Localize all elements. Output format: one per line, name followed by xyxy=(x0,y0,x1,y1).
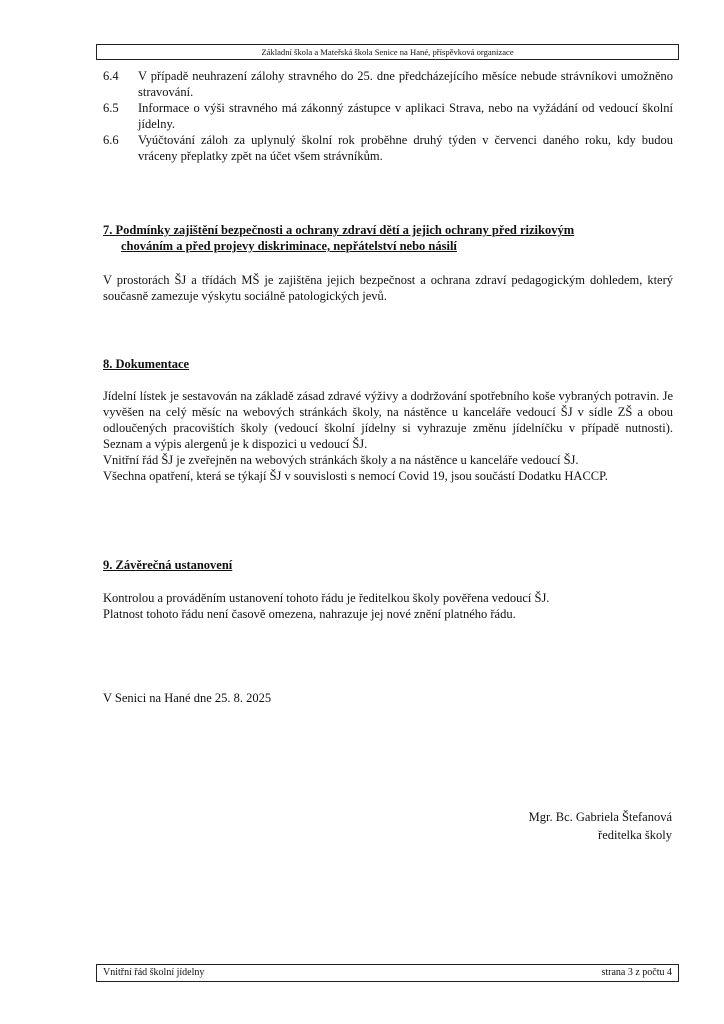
section-8-paragraph-3: Všechna opatření, která se týkají ŠJ v souvislosti s nemocí Covid 19, jsou součástí Dodatku HACCP. xyxy=(103,469,608,483)
list-item-number: 6.5 xyxy=(103,101,119,115)
section-8-title: 8. Dokumentace xyxy=(103,357,190,371)
list-section-6 xyxy=(103,68,673,164)
list-item-number: 6.4 xyxy=(103,69,119,83)
section-7-title xyxy=(103,222,673,254)
signature-role: ředitelka školy xyxy=(598,828,672,842)
section-9-title: 9. Závěrečná ustanovení xyxy=(103,558,233,572)
section-7-paragraph: V prostorách ŠJ a třídách MŠ je zajištěna jejich bezpečnost a ochrana zdraví pedagogickým dohledem, který současně zamezuje výskytu sociálně patologických jevů. xyxy=(103,273,673,303)
list-item-text: Informace o výši stravného má zákonný zástupce v aplikaci Strava, nebo na vyžádání od vedoucí školní jídelny. xyxy=(138,101,673,131)
page-footer xyxy=(96,964,679,982)
footer-page-number: strana 3 z počtu 4 xyxy=(601,967,672,978)
place-date-text: V Senici na Hané dne 25. 8. 2025 xyxy=(103,691,272,705)
section-7-title-line2: chováním a před projevy diskriminace, nepřátelství nebo násilí xyxy=(121,239,457,253)
place-date xyxy=(103,690,673,706)
signature-name: Mgr. Bc. Gabriela Štefanová xyxy=(528,810,672,824)
section-7-title-line1: 7. Podmínky zajištění bezpečnosti a ochrany zdraví dětí a jejich ochrany před rizikovým xyxy=(103,223,575,237)
signature-block xyxy=(529,808,672,844)
list-item-number: 6.6 xyxy=(103,133,119,147)
section-8-paragraph-2: Vnitřní řád ŠJ je zveřejněn na webových stránkách školy a na nástěnce u kanceláře vedoucí ŠJ. xyxy=(103,453,579,467)
section-7-text xyxy=(103,272,673,304)
section-9-text xyxy=(103,590,673,622)
list-item xyxy=(103,100,673,132)
section-9-paragraph-2: Platnost tohoto řádu není časově omezena, nahrazuje jej nové znění platného řádu. xyxy=(103,607,516,621)
section-8-paragraph-1: Jídelní lístek je sestavován na základě zásad zdravé výživy a dodržování spotřebního koše vybraných potravin. Je vyvěšen na celý měsíc na webových stránkách školy, na nástěnce u kanceláře vedoucí ŠJ v sídle ZŠ a obou odloučených pracovištích školy (vedoucí školní jídelny si vyhrazuje změnu jídelníčku v případě nutnosti). Seznam a výpis alergenů je k dispozici u vedoucí ŠJ. xyxy=(103,389,673,451)
list-item-text: Vyúčtování záloh za uplynulý školní rok proběhne druhý týden v červenci daného roku, kdy budou vráceny přeplatky zpět na účet všem strávníkům. xyxy=(138,133,673,163)
list-item xyxy=(103,68,673,100)
list-item xyxy=(103,132,673,164)
section-8-text xyxy=(103,388,673,484)
footer-document-title: Vnitřní řád školní jídelny xyxy=(103,967,205,978)
section-9-paragraph-1: Kontrolou a prováděním ustanovení tohoto řádu je ředitelkou školy pověřena vedoucí ŠJ. xyxy=(103,591,550,605)
list-item-text: V případě neuhrazení zálohy stravného do 25. dne předcházejícího měsíce nebude strávníkovi umožněno stravování. xyxy=(138,69,673,99)
page-header: Základní škola a Mateřská škola Senice na Hané, příspěvková organizace xyxy=(96,44,679,60)
